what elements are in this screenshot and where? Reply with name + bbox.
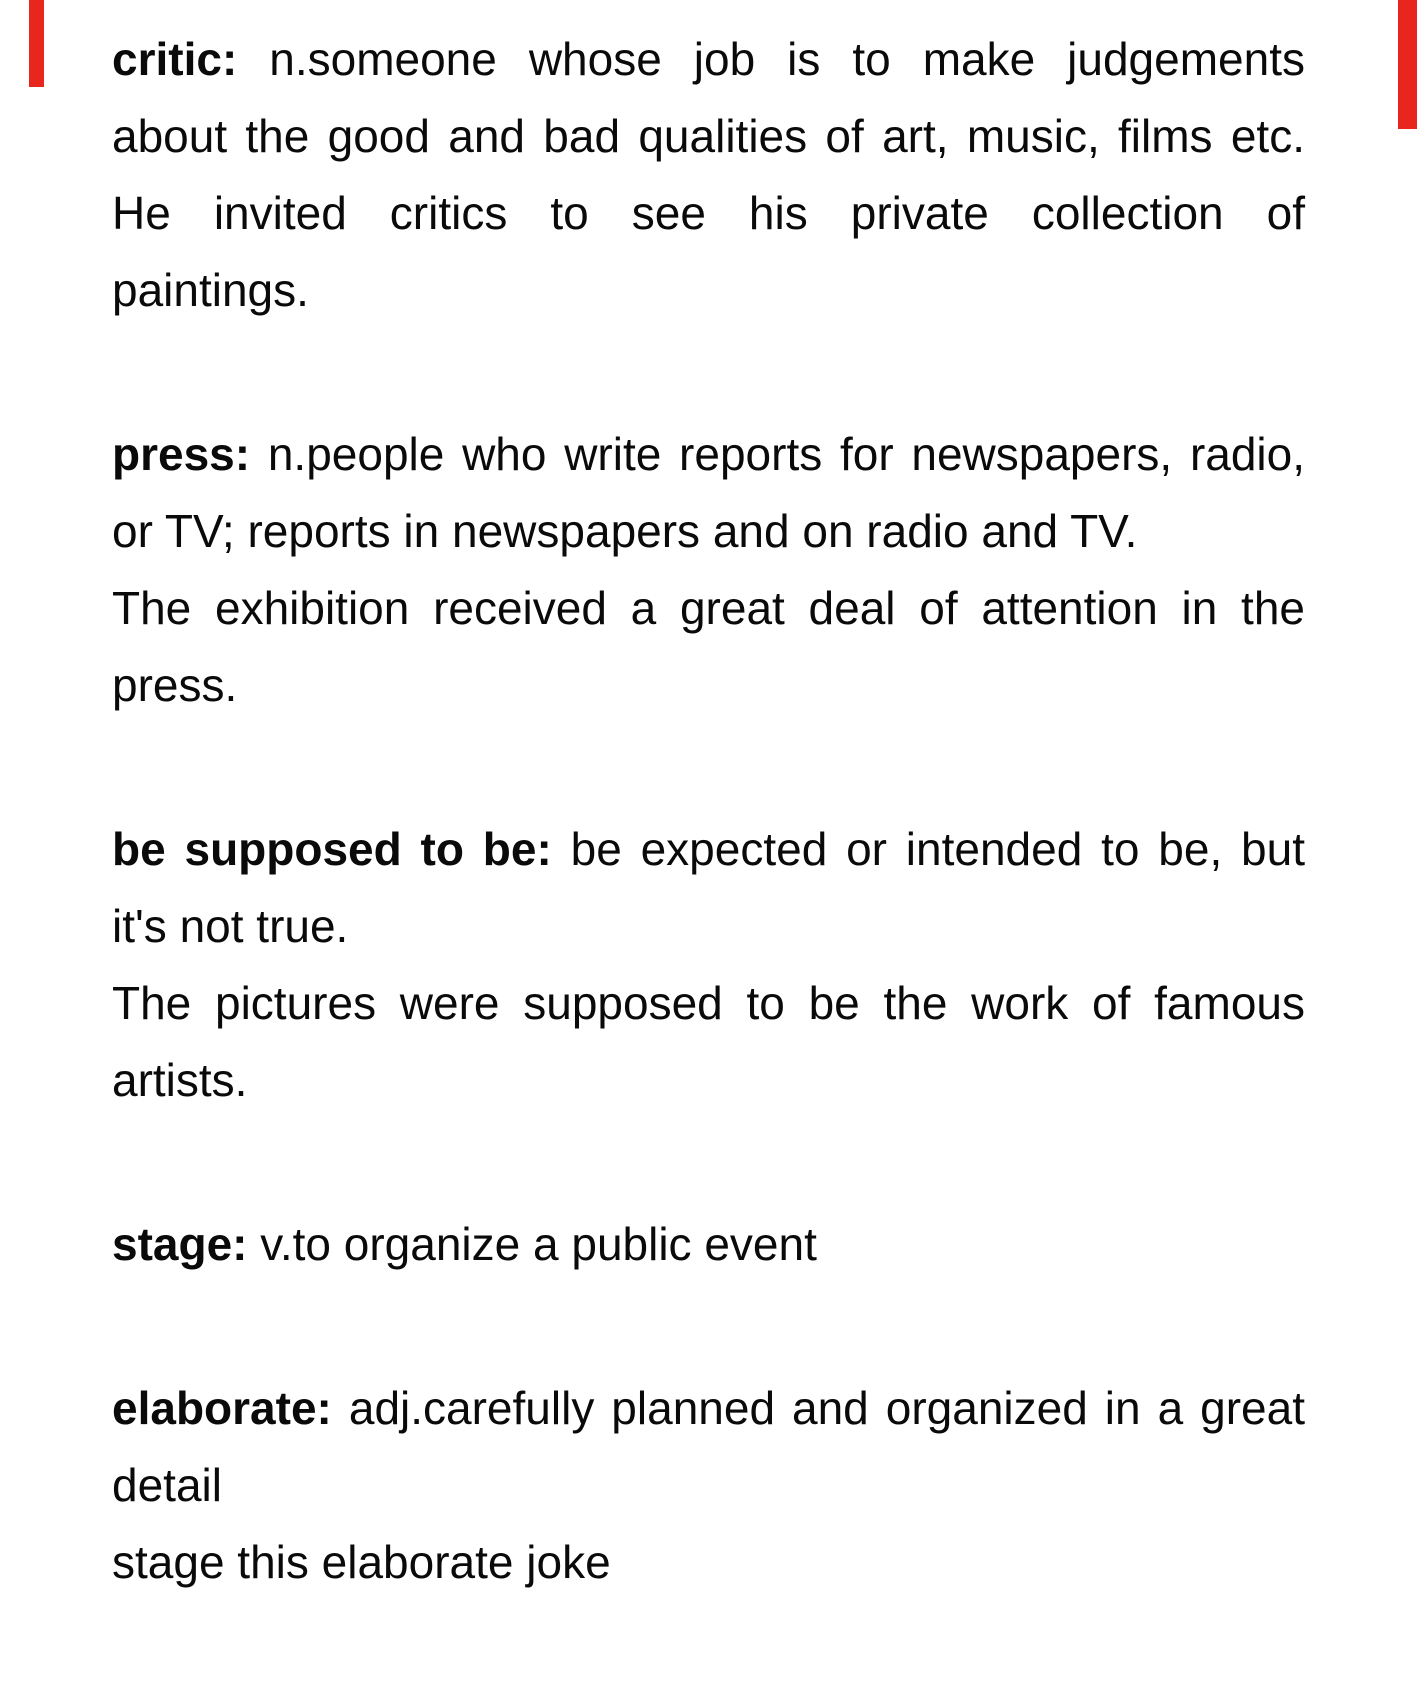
line-text: be expected or intended to be, but <box>570 823 1306 875</box>
vocab-entry-critic <box>112 21 1305 329</box>
vocabulary-list <box>112 21 1305 1601</box>
vocab-entry-stage <box>112 1206 1305 1283</box>
vocab-entry-be-supposed-to-be <box>112 811 1305 1119</box>
term-label: press: <box>112 428 251 480</box>
vocab-entry-elaborate <box>112 1370 1305 1601</box>
line-text: detail <box>112 1459 222 1511</box>
text-line <box>112 1447 1305 1524</box>
term-label: stage: <box>112 1218 248 1270</box>
text-line <box>112 252 1305 329</box>
text-line <box>112 811 1305 888</box>
term-label: critic: <box>112 33 238 85</box>
text-line <box>112 21 1305 98</box>
line-text: artists. <box>112 1054 248 1106</box>
line-text: n.people who write reports for newspapers, radio, <box>267 428 1306 480</box>
line-text: stage this elaborate joke <box>112 1536 611 1588</box>
line-text: press. <box>112 659 238 711</box>
line-text: v.to organize a public event <box>260 1218 817 1270</box>
line-text: or TV; reports in newspapers and on radio and TV. <box>112 505 1138 557</box>
term-label: be supposed to be: <box>112 823 552 875</box>
line-text: n.someone whose job is to make judgements <box>269 33 1305 85</box>
text-line <box>112 175 1305 252</box>
text-line <box>112 1524 1305 1601</box>
text-line <box>112 1370 1305 1447</box>
line-text: The pictures were supposed to be the work of famous <box>112 977 1305 1029</box>
text-line <box>112 416 1305 493</box>
text-line <box>112 98 1305 175</box>
line-text: it's not true. <box>112 900 349 952</box>
term-label: elaborate: <box>112 1382 332 1434</box>
line-text: The exhibition received a great deal of attention in the <box>112 582 1305 634</box>
line-text: paintings. <box>112 264 309 316</box>
text-line <box>112 965 1305 1042</box>
text-line <box>112 888 1305 965</box>
text-line <box>112 493 1305 570</box>
red-edge-mark-left <box>29 0 44 87</box>
text-line <box>112 647 1305 724</box>
red-edge-mark-right <box>1398 0 1417 129</box>
vocab-entry-press <box>112 416 1305 724</box>
text-line <box>112 1042 1305 1119</box>
line-text: He invited critics to see his private collection of <box>112 187 1305 239</box>
text-line <box>112 570 1305 647</box>
text-line <box>112 1206 1305 1283</box>
line-text: about the good and bad qualities of art, music, films etc. <box>112 110 1305 162</box>
line-text: adj.carefully planned and organized in a great <box>348 1382 1306 1434</box>
